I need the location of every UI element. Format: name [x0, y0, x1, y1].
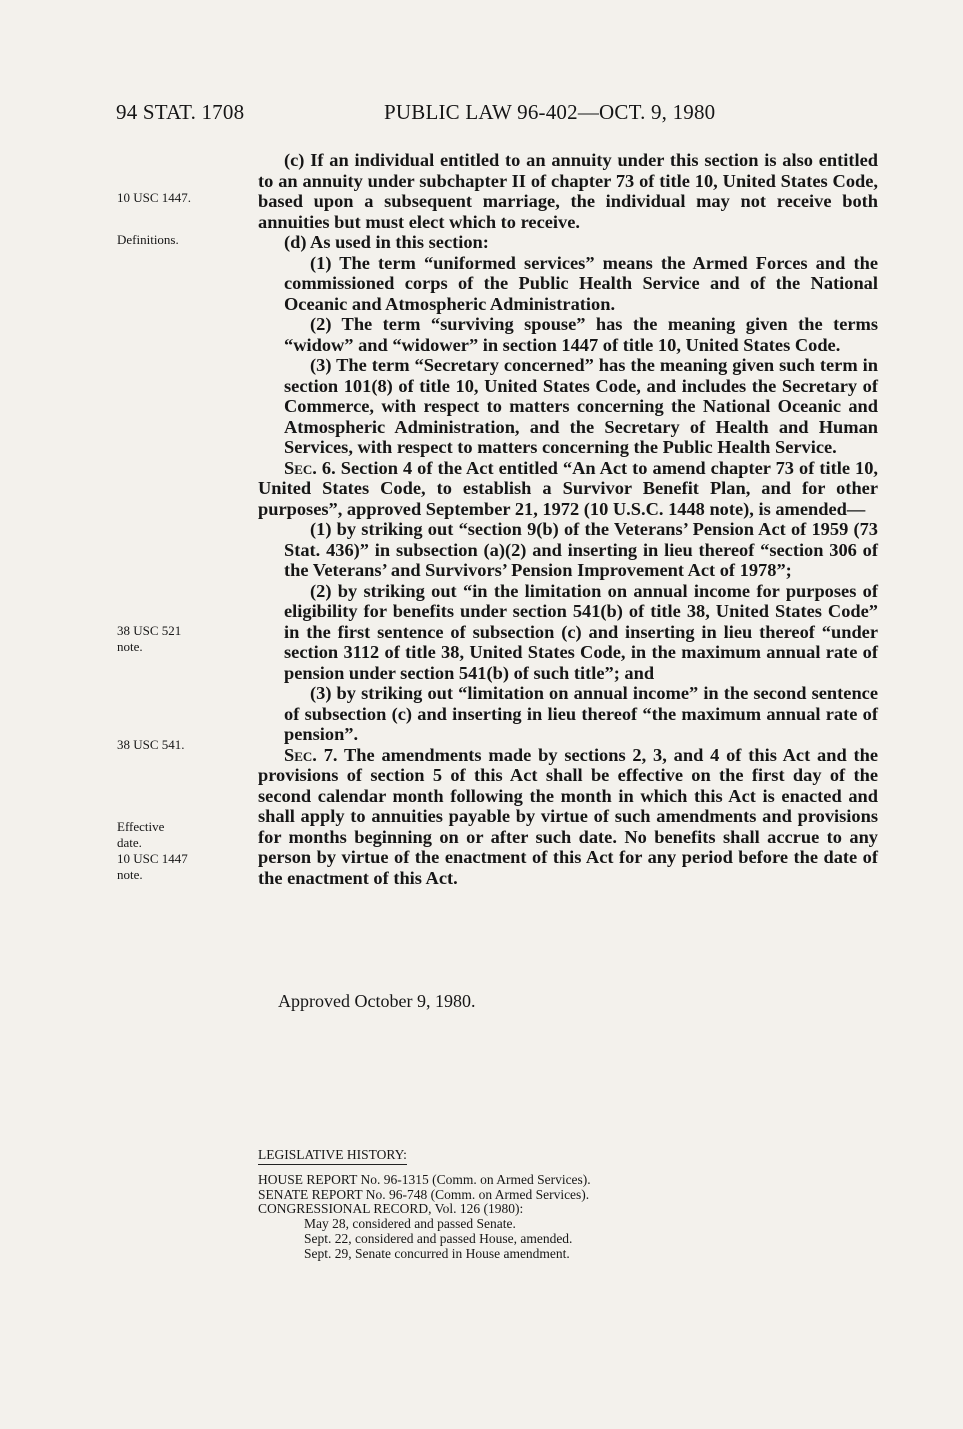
margin-note-line: note.: [117, 867, 143, 882]
section-6-label: Sec. 6.: [284, 457, 336, 478]
paragraph-d: (d) As used in this section:: [284, 232, 489, 252]
legislative-history-title: LEGISLATIVE HISTORY:: [258, 1148, 407, 1165]
definition-uniformed-services: (1) The term “uniformed services” means the Armed Forces and the commissioned corps of the Public Health Service and of the National Oceanic and Atmospheric Administration.: [284, 252, 878, 314]
senate-report: SENATE REPORT No. 96-748 (Comm. on Armed Services).: [258, 1186, 590, 1202]
section-7-text: The amendments made by sections 2, 3, and 4 of this Act and the provisions of section 5 of this Act shall be effective on the first day of the second calendar month following the month in which this Act is enacted and shall apply to annuities payable by virtue of such amendments and provisions for months beginning on or after such date. No benefits shall accrue to any person by virtue of the enactment of this Act for any period before the date of the enactment of this Act.: [258, 744, 878, 888]
house-report: HOUSE REPORT No. 96-1315 (Comm. on Armed Services).: [258, 1171, 591, 1187]
record-entry: Sept. 29, Senate concurred in House amendment.: [304, 1245, 570, 1261]
margin-note-10-usc-1447: 10 USC 1447.: [117, 190, 192, 205]
section-6-item-2: (2) by striking out “in the limitation on annual income for purposes of eligibility for benefits under section 541(b) of title 38, United States Code” in the first sentence of subsection (c) and inserting in lieu thereof “under section 3112 of title 38, United States Code, in the maximum annual rate of pension under section 541(b) of such title”; and: [284, 580, 878, 683]
section-6-item-3: (3) by striking out “limitation on annual income” in the second sentence of subsection (c) and inserting in lieu thereof “the maximum annual rate of pension”.: [284, 683, 878, 744]
definition-surviving-spouse: (2) The term “surviving spouse” has the meaning given the terms “widow” and “widower” in section 1447 of title 10, United States Code.: [284, 314, 878, 355]
definition-secretary-concerned: (3) The term “Secretary concerned” has the meaning given such term in section 101(8) of title 10, United States Code, and includes the Secretary of Commerce, with respect to matters concerning the National Oceanic and Atmospheric Administration, and the Secretary of Health and Human Services, with respect to matters concerning the Public Health Service.: [284, 355, 878, 457]
approval-date: Approved October 9, 1980.: [278, 991, 476, 1011]
margin-note-line: 38 USC 521: [117, 623, 182, 638]
margin-note-38-usc-541: 38 USC 541.: [117, 737, 185, 752]
record-entry: Sept. 22, considered and passed House, amended.: [304, 1230, 573, 1246]
section-6: [258, 458, 878, 520]
page-header: [0, 100, 963, 130]
section-6-item-1: (1) by striking out “section 9(b) of the Veterans’ Pension Act of 1959 (73 Stat. 436)” in subsection (a)(2) and inserting in lieu thereof “section 306 of the Veterans’ and Survivors’ Pension Improvement Act of 1978”;: [284, 519, 878, 580]
paragraph-c: (c) If an individual entitled to an annuity under this section is also entitled to an annuity under subchapter II of chapter 73 of title 10, United States Code, based upon a subsequent marriage, the individual may not receive both annuities but must elect which to receive.: [258, 150, 878, 232]
section-7-label: Sec. 7.: [284, 744, 338, 765]
margin-note-38-usc-521: [117, 623, 227, 655]
margin-note-line: Effective: [117, 819, 165, 834]
section-6-text: Section 4 of the Act entitled “An Act to amend chapter 73 of title 10, United States Code, to establish a Survivor Benefit Plan, and for other purposes”, approved September 21, 1972 (10 U.S.C. 1448 note), is amended—: [258, 457, 878, 519]
record-entry: May 28, considered and passed Senate.: [304, 1216, 516, 1232]
legislative-history: [258, 1148, 698, 1262]
margin-note-line: date.: [117, 835, 142, 850]
section-7: [258, 745, 878, 889]
stat-reference: 94 STAT. 1708: [116, 100, 245, 124]
statute-body: [258, 150, 878, 888]
margin-note-line: 10 USC 1447: [117, 851, 188, 866]
margin-note-effective-date: [117, 819, 227, 883]
public-law-title: PUBLIC LAW 96-402—OCT. 9, 1980: [384, 100, 716, 124]
margin-note-definitions: Definitions.: [117, 232, 179, 247]
margin-note-line: note.: [117, 639, 143, 654]
congressional-record: CONGRESSIONAL RECORD, Vol. 126 (1980):: [258, 1201, 524, 1217]
